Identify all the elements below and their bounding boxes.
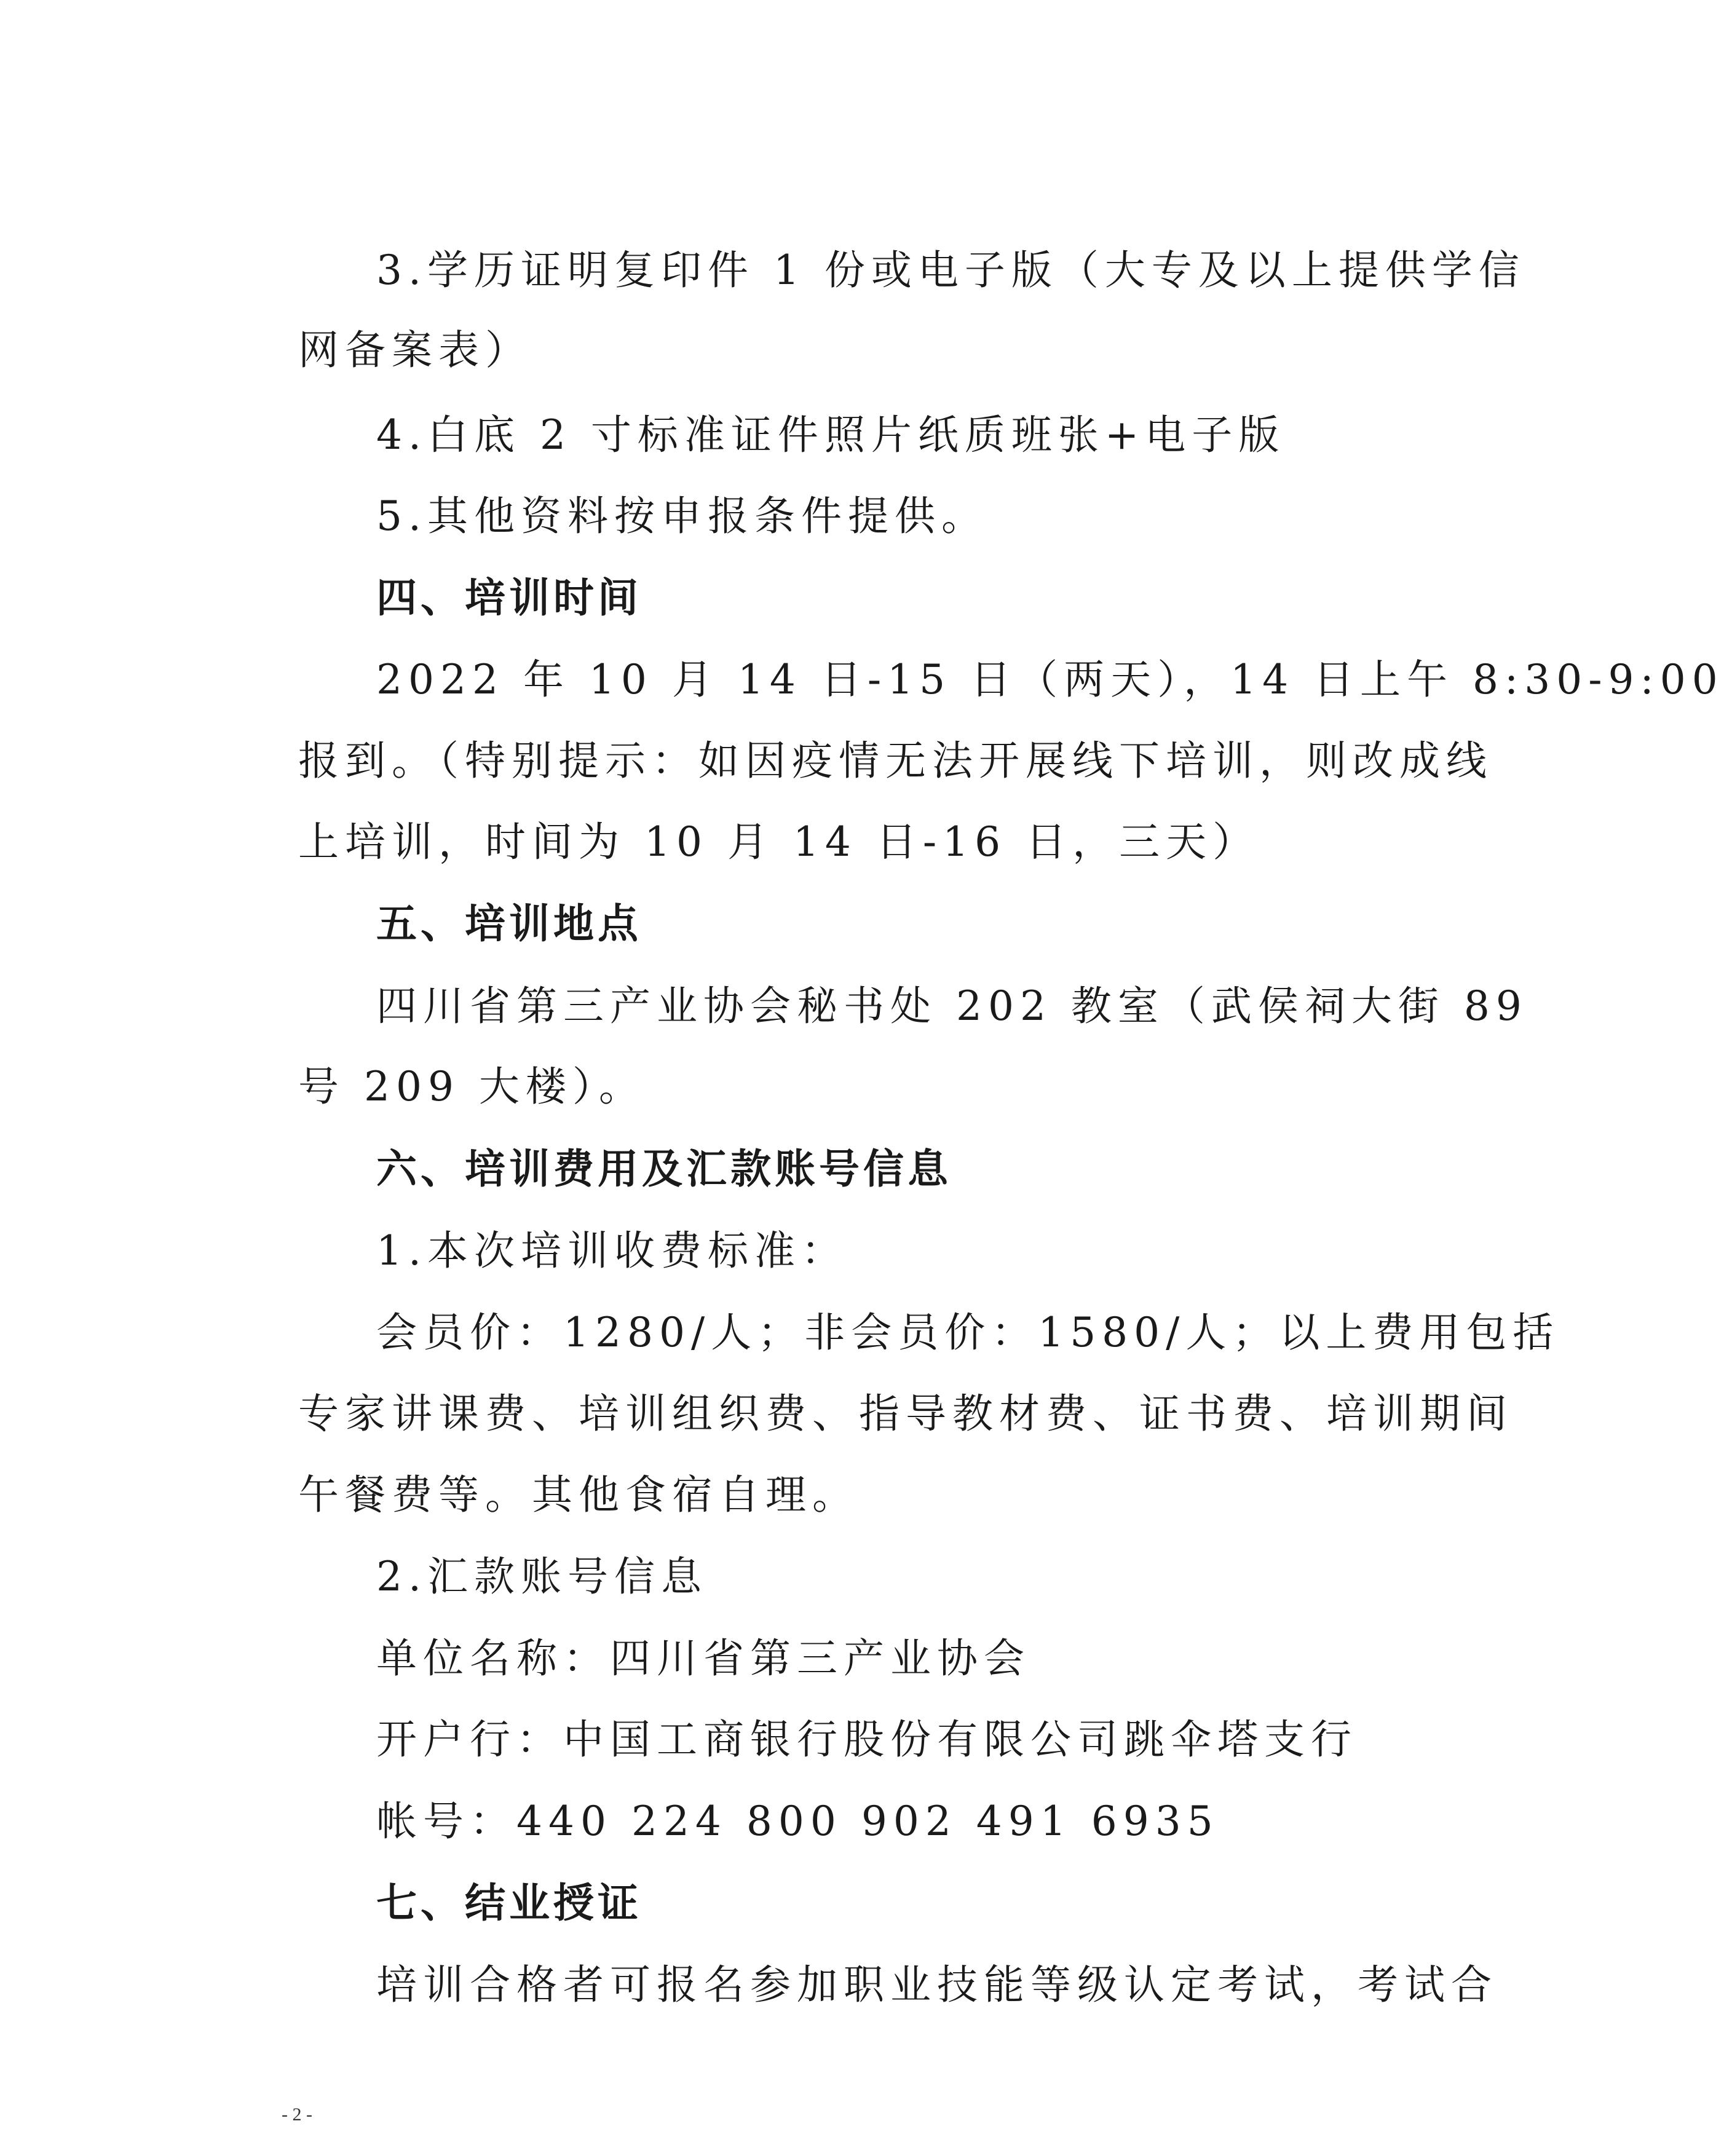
text-line-requirement-3-cont: 网备案表）: [298, 326, 532, 374]
text-line-certification: 培训合格者可报名参加职业技能等级认定考试，考试合: [376, 1961, 1498, 2008]
text-line-fee-standard: 1.本次培训收费标准：: [376, 1227, 848, 1274]
text-line-requirement-4: 4.白底 2 寸标准证件照片纸质班张+电子版: [376, 411, 1286, 459]
text-line-fee-prices: 会员价：1280/人；非会员价：1580/人；以上费用包括: [376, 1309, 1560, 1356]
section-heading-training-time: 四、培训时间: [376, 574, 642, 622]
text-line-training-location-cont: 号 209 大楼）。: [298, 1063, 646, 1110]
text-line-fee-prices-cont-2: 午餐费等。其他食宿自理。: [298, 1471, 859, 1518]
text-line-remittance-info: 2.汇款账号信息: [376, 1553, 708, 1600]
text-line-training-time-cont-2: 上培训，时间为 10 月 14 日-16 日，三天）: [298, 818, 1260, 866]
text-line-requirement-5: 5.其他资料按申报条件提供。: [376, 492, 988, 540]
text-line-fee-prices-cont-1: 专家讲课费、培训组织费、指导教材费、证书费、培训期间: [298, 1390, 1513, 1437]
text-line-account-name: 单位名称：四川省第三产业协会: [376, 1635, 1030, 1682]
section-heading-fees: 六、培训费用及汇款账号信息: [376, 1145, 952, 1193]
text-line-training-time-cont-1: 报到。（特别提示：如因疫情无法开展线下培训，则改成线: [298, 737, 1493, 784]
page-number: - 2 -: [282, 2104, 312, 2125]
section-heading-training-location: 五、培训地点: [376, 900, 642, 947]
text-line-account-number: 帐号：440 224 800 902 491 6935: [376, 1798, 1219, 1845]
text-line-requirement-3: 3.学历证明复印件 1 份或电子版（大专及以上提供学信: [376, 247, 1525, 294]
text-line-training-time: 2022 年 10 月 14 日-15 日（两天），14 日上午 8:30-9:00: [376, 656, 1724, 703]
text-line-training-location: 四川省第三产业协会秘书处 202 教室（武侯祠大街 89: [376, 982, 1528, 1030]
text-line-bank: 开户行：中国工商银行股份有限公司跳伞塔支行: [376, 1716, 1358, 1763]
section-heading-certification: 七、结业授证: [376, 1879, 642, 1927]
